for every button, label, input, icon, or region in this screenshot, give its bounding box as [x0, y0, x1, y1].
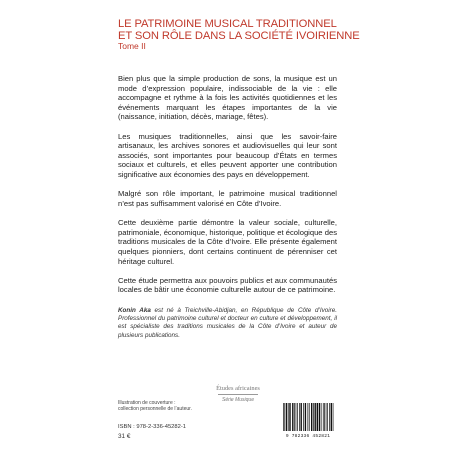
barcode-bar: [313, 403, 314, 431]
title-line-2: ET SON RÔLE DANS LA SOCIÉTÉ IVOIRIENNE: [118, 30, 360, 42]
title-line-1: LE PATRIMOINE MUSICAL TRADITIONNEL: [118, 18, 337, 30]
barcode-bar: [331, 403, 332, 431]
author-bio-text: est né à Treichville-Abidjan, en République de Côte d’Ivoire. Professionnel du patrimoine culturel et docteur en culture et développement, il est spécialiste des traditions musicales de la Côte d’Ivoire et auteur de plusieurs publications.: [118, 307, 337, 339]
barcode-bars: [279, 402, 337, 433]
blurb-paragraph: Malgré son rôle important, le patrimoine musical traditionnel n’est pas suffisamment valorisé en Côte d’Ivoire.: [118, 189, 337, 208]
author-name: Konin Aka: [118, 307, 151, 314]
barcode-bar: [311, 403, 312, 431]
barcode-bar: [303, 403, 304, 431]
barcode-bar: [292, 403, 293, 431]
barcode-bar: [326, 403, 327, 431]
barcode-bar: [296, 403, 297, 431]
barcode-bar: [289, 403, 290, 431]
author-bio: [118, 307, 337, 340]
barcode-digits: 9 782336 452821: [285, 434, 331, 439]
series-subtitle: Série Musique: [222, 396, 254, 403]
barcode-bar: [308, 403, 309, 431]
barcode-bar: [321, 403, 322, 431]
barcode-bar: [327, 403, 328, 431]
book-title: [118, 18, 418, 42]
barcode-bar: [315, 403, 316, 431]
barcode-bar: [317, 403, 318, 431]
barcode-bar: [294, 403, 295, 431]
barcode-bar: [324, 403, 325, 431]
blurb: [118, 74, 337, 305]
cover-credits: [118, 400, 238, 412]
barcode-bar: [329, 403, 330, 431]
barcode-bar: [319, 403, 320, 431]
credits-line-2: collection personnelle de l’auteur.: [118, 406, 192, 413]
barcode-bar: [309, 403, 310, 431]
series-divider: [218, 394, 258, 395]
price: 31 €: [118, 433, 131, 440]
barcode-bar: [286, 403, 287, 431]
barcode-bar: [305, 403, 306, 431]
blurb-paragraph: Les musiques traditionnelles, ainsi que les savoir-faire artisanaux, les archives sonores et audiovisuelles qui leur sont associés, sont importantes pour beaucoup d’États en termes sociaux et culturels, et elles peuvent apporter une contribution significative aux économies des pays en développement.: [118, 131, 337, 180]
isbn: ISBN : 978-2-336-45282-1: [118, 424, 186, 430]
blurb-paragraph: Cette deuxième partie démontre la valeur sociale, culturelle, patrimoniale, économique, historique, politique et écologique des traditions musicales de la Côte d’Ivoire. Elle présente également quelques pionniers, dont certains continuent de pérenniser cet héritage culturel.: [118, 218, 337, 266]
credits-line-1: Illustration de couverture :: [118, 400, 176, 406]
barcode-bar: [288, 403, 289, 431]
barcode-bar: [333, 403, 334, 431]
series-name: Études africaines: [216, 385, 260, 392]
barcode-bar: [297, 403, 298, 431]
barcode-bar: [323, 403, 324, 431]
barcode-bar: [283, 403, 284, 431]
barcode-bar: [301, 403, 302, 431]
blurb-paragraph: Cette étude permettra aux pouvoirs publics et aux communautés locales de bâtir une économie culturelle autour de ce patrimoine.: [118, 275, 337, 295]
barcode-bar: [299, 403, 300, 431]
blurb-paragraph: Bien plus que la simple production de sons, la musique est un mode d’expression populaire, indissociable de la vie : elle accompagne et rythme à la fois les activités quotidiennes et les événements marquant les étapes importantes de la vie (naissance, initiation, décès, mariage, fêtes).: [118, 74, 337, 122]
volume-subtitle: Tome II: [118, 41, 146, 51]
barcode: [279, 402, 337, 439]
barcode-bar: [284, 403, 285, 431]
